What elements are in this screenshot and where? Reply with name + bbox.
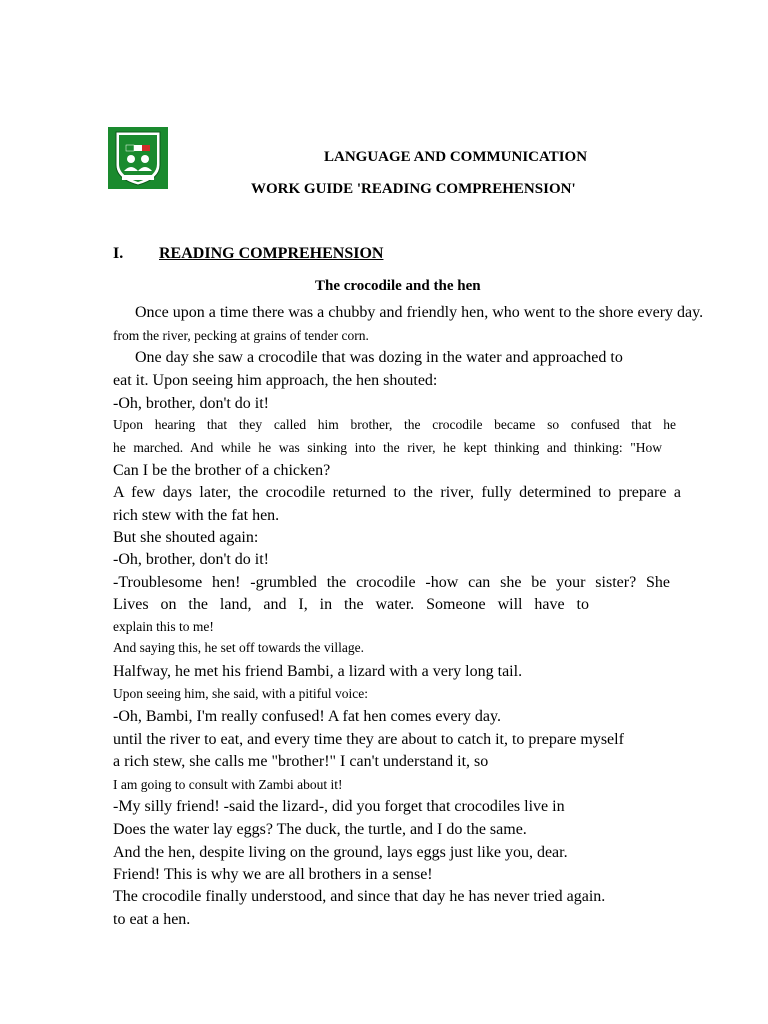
section-number: I. [113,245,124,262]
story-line: -Troublesome hen! -grumbled the crocodile -how can she be your sister? She [113,574,670,591]
story-line: Lives on the land, and I, in the water. Someone will have to [113,596,589,613]
story-line: -Oh, Bambi, I'm really confused! A fat hen comes every day. [113,708,501,725]
story-line: until the river to eat, and every time they are about to catch it, to prepare myself [113,731,624,748]
story-line: I am going to consult with Zambi about it! [113,777,343,792]
story-line: Halfway, he met his friend Bambi, a lizard with a very long tail. [113,663,523,680]
story-line: from the river, pecking at grains of tender corn. [113,328,369,343]
story-line: rich stew with the fat hen. [113,507,280,524]
document-title: LANGUAGE AND COMMUNICATION [324,149,588,165]
story-line: And the hen, despite living on the ground, lays eggs just like you, dear. [113,844,568,861]
story-line: Can I be the brother of a chicken? [113,462,331,479]
story-line: Upon seeing him, she said, with a pitiful voice: [113,686,368,701]
story-line: to eat a hen. [113,911,191,928]
story-line: The crocodile finally understood, and since that day he has never tried again. [113,888,606,905]
story-line: -Oh, brother, don't do it! [113,551,269,568]
story-line: a rich stew, she calls me "brother!" I can't understand it, so [113,753,489,770]
story-line: explain this to me! [113,619,214,634]
story-line: Friend! This is why we are all brothers in a sense! [113,866,433,883]
story-line: -My silly friend! -said the lizard-, did you forget that crocodiles live in [113,798,565,815]
story-line: -Oh, brother, don't do it! [113,395,269,412]
story-line: eat it. Upon seeing him approach, the hen shouted: [113,372,438,389]
story-line: A few days later, the crocodile returned to the river, fully determined to prepare a [113,484,681,501]
story-line: One day she saw a crocodile that was dozing in the water and approached to [135,349,623,366]
story-line: But she shouted again: [113,529,259,546]
section-title: READING COMPREHENSION [159,245,384,262]
story-line: Once upon a time there was a chubby and friendly hen, who went to the shore every day. [135,304,704,321]
document-subtitle: WORK GUIDE 'READING COMPREHENSION' [251,181,576,197]
story-line: he marched. And while he was sinking into the river, he kept thinking and thinking: "How [113,440,662,455]
story-line: Upon hearing that they called him brother, the crocodile became so confused that he [113,417,676,432]
section-heading [113,245,383,263]
school-logo [108,127,168,189]
story-title: The crocodile and the hen [315,278,481,294]
story-line: Does the water lay eggs? The duck, the turtle, and I do the same. [113,821,527,838]
story-line: And saying this, he set off towards the village. [113,640,364,655]
